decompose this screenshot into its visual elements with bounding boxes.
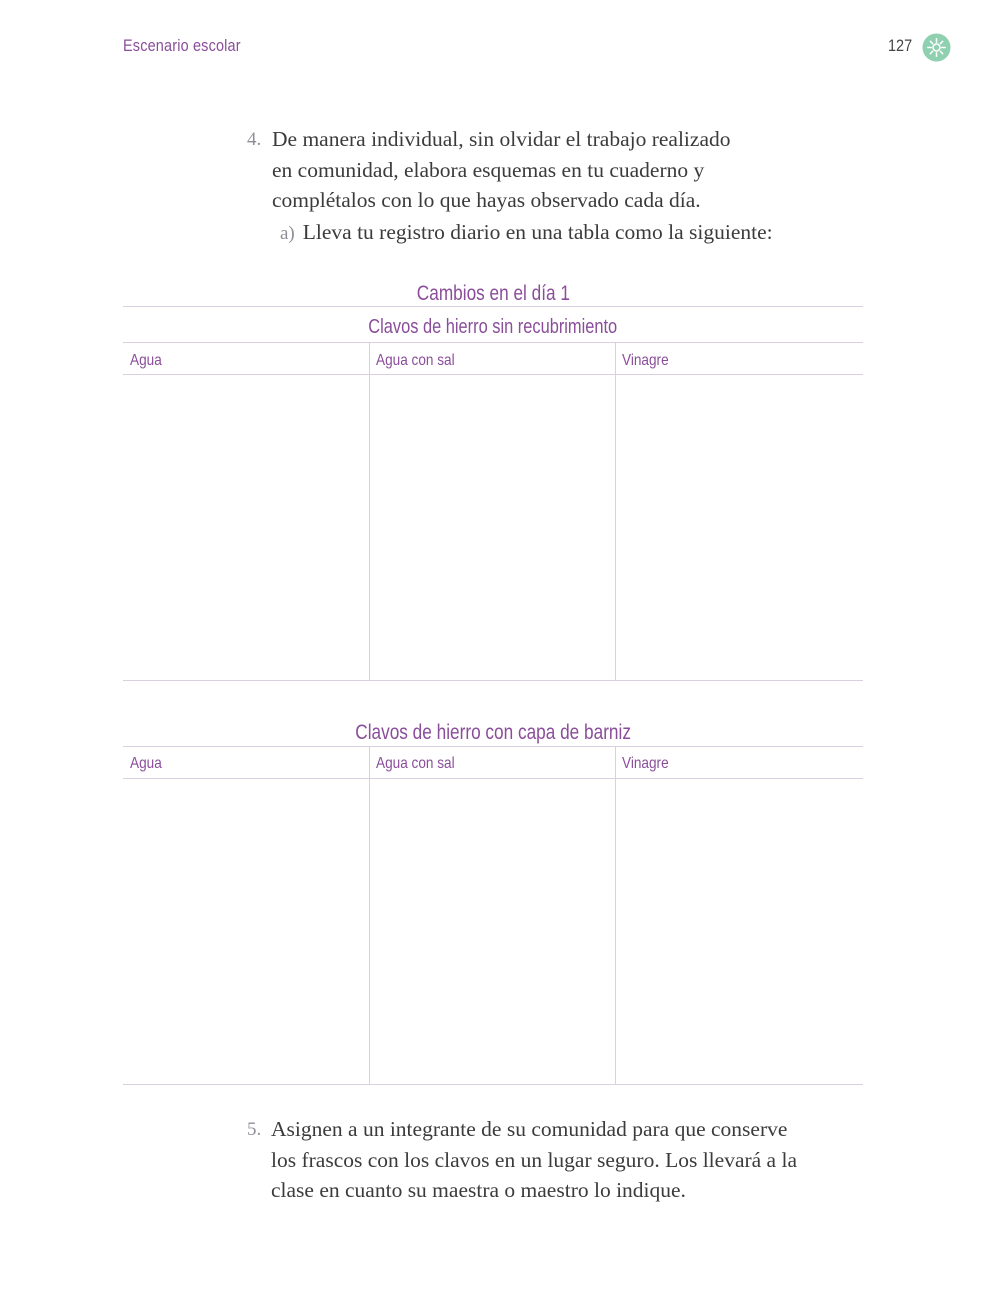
table2-title: Clavos de hierro con capa de barniz	[355, 721, 631, 744]
table1-col-vinagre: Vinagre	[622, 352, 669, 369]
table1-rule-cols	[123, 374, 863, 375]
table1-rule-bottom	[123, 680, 863, 681]
activity-5	[247, 1114, 797, 1206]
table2-divider-1	[369, 747, 370, 1084]
table1-subtitle: Clavos de hierro sin recubrimiento	[368, 316, 618, 338]
activity-4a	[280, 217, 773, 249]
activity-4a-label: a)	[280, 223, 295, 244]
section-title: Escenario escolar	[123, 36, 241, 55]
gear-sun-icon	[922, 33, 951, 62]
table2-rule-top	[123, 746, 863, 747]
activity-5-line-3: clase en cuanto su maestra o maestro lo indique.	[271, 1178, 686, 1202]
activity-4-line-3: complétalos con lo que hayas observado cada día.	[272, 188, 701, 212]
activity-5-number: 5.	[247, 1119, 262, 1140]
activity-4-line-2: en comunidad, elabora esquemas en tu cuaderno y	[272, 157, 705, 182]
activity-4-number: 4.	[247, 129, 262, 150]
table1-rule-top	[123, 306, 863, 307]
table1-divider-2	[615, 343, 616, 680]
activity-4a-text: Lleva tu registro diario en una tabla como la siguiente:	[302, 220, 773, 244]
table2-col-agua: Agua	[130, 755, 162, 772]
activity-5-line-1: Asignen a un integrante de su comunidad para que conserve	[271, 1117, 788, 1141]
table2-rule-cols	[123, 778, 863, 779]
table1-col-agua-sal: Agua con sal	[376, 352, 455, 369]
activity-4	[247, 124, 731, 216]
table2-col-vinagre: Vinagre	[622, 755, 669, 772]
table1-divider-1	[369, 343, 370, 680]
activity-4-line-1: De manera individual, sin olvidar el trabajo realizado	[272, 127, 731, 151]
table2-rule-bottom	[123, 1084, 863, 1085]
table1-title: Cambios en el día 1	[416, 282, 570, 305]
table1-rule-header	[123, 342, 863, 343]
table2-divider-2	[615, 747, 616, 1084]
page-number: 127	[888, 36, 913, 55]
activity-5-line-2: los frascos con los clavos en un lugar seguro. Los llevará a la	[271, 1147, 797, 1172]
table2-col-agua-sal: Agua con sal	[376, 755, 455, 772]
table1-col-agua: Agua	[130, 352, 162, 369]
